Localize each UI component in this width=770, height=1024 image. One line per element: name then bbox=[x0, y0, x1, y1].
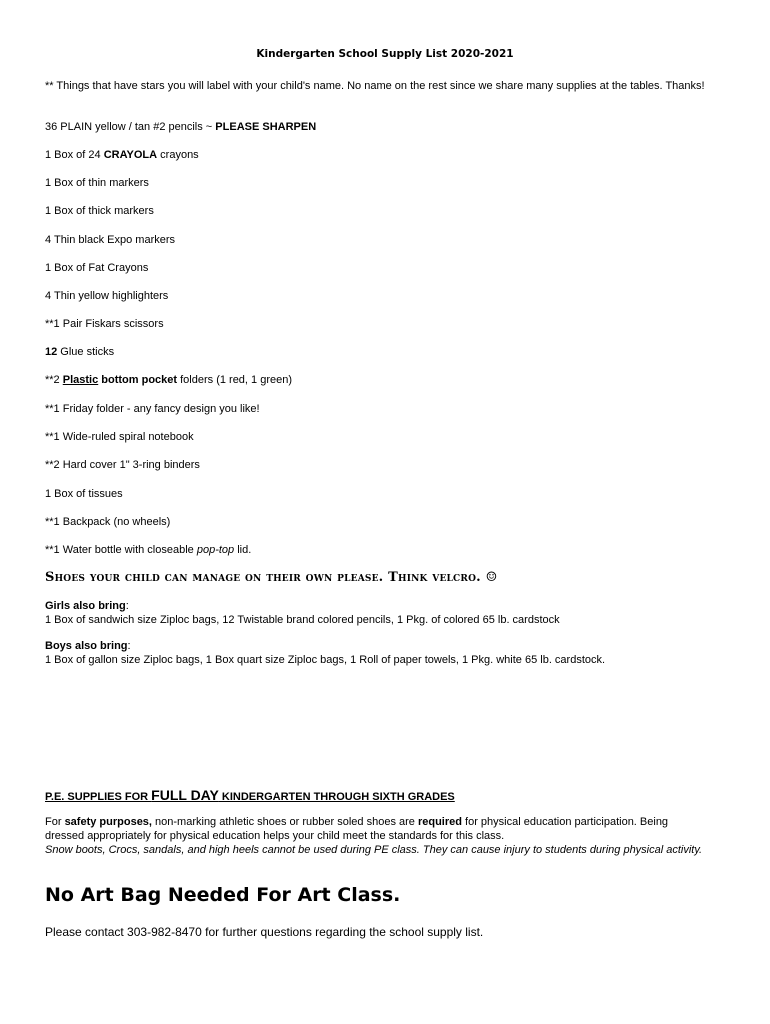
boys-label: Boys also bring bbox=[45, 640, 128, 652]
item-notebook: **1 Wide-ruled spiral notebook bbox=[45, 431, 194, 443]
pe-p1-e: for physical education participation. Being dressed appropriately for physical education helps your child meet the standards for this class. bbox=[45, 816, 669, 842]
boys-supplies: 1 Box of gallon size Ziploc bags, 1 Box quart size Ziploc bags, 1 Roll of paper towels, 1 Pkg. white 65 lb. cardstock. bbox=[45, 654, 606, 666]
item-binders: **2 Hard cover 1" 3-ring binders bbox=[45, 459, 200, 471]
art-heading: No Art Bag Needed For Art Class. bbox=[45, 884, 401, 906]
item-folders-text: folders (1 red, 1 green) bbox=[177, 374, 293, 386]
item-pencils-emphasis: PLEASE SHARPEN bbox=[215, 121, 317, 133]
girls-label: Girls also bring bbox=[45, 600, 126, 612]
item-crayola-text: 1 Box of 24 bbox=[45, 149, 104, 161]
boys-colon: : bbox=[127, 640, 131, 652]
document-title: Kindergarten School Supply List 2020-2021 bbox=[256, 48, 514, 60]
item-expo-markers: 4 Thin black Expo markers bbox=[45, 234, 176, 246]
pe-warning-text: Snow boots, Crocs, sandals, and high heels cannot be used during PE class. They can cause injury to students during physical activity. bbox=[45, 844, 703, 856]
girls-supplies: 1 Box of sandwich size Ziploc bags, 12 Twistable brand colored pencils, 1 Pkg. of colored 65 lb. cardstock bbox=[45, 614, 560, 626]
intro-note: ** Things that have stars you will label with your child's name. No name on the rest since we share many supplies at the tables. Thanks! bbox=[45, 80, 705, 92]
shoes-note: Shoes your child can manage on their own please. Think velcro. ☺ bbox=[45, 570, 498, 585]
item-thick-markers: 1 Box of thick markers bbox=[45, 205, 154, 217]
item-pencils bbox=[45, 120, 316, 134]
item-glue-sticks bbox=[45, 345, 114, 359]
item-water-text: **1 Water bottle with closeable bbox=[45, 544, 197, 556]
item-tissues: 1 Box of tissues bbox=[45, 488, 123, 500]
item-pencils-text: 36 PLAIN yellow / tan #2 pencils ~ bbox=[45, 121, 216, 133]
item-glue-text: Glue sticks bbox=[57, 346, 115, 358]
pe-heading-c: KINDERGARTEN THROUGH SIXTH GRADES bbox=[218, 791, 455, 803]
boys-label-line bbox=[45, 639, 131, 653]
pe-heading bbox=[45, 787, 455, 803]
pe-p1-a: For bbox=[45, 816, 65, 828]
pe-heading-full-day: FULL DAY bbox=[151, 787, 219, 803]
item-folders-prefix: **2 bbox=[45, 374, 63, 386]
pe-paragraph bbox=[45, 815, 705, 843]
item-water-bottle bbox=[45, 543, 251, 557]
item-scissors: **1 Pair Fiskars scissors bbox=[45, 318, 164, 330]
item-backpack: **1 Backpack (no wheels) bbox=[45, 516, 171, 528]
item-fat-crayons: 1 Box of Fat Crayons bbox=[45, 262, 149, 274]
item-thin-markers: 1 Box of thin markers bbox=[45, 177, 149, 189]
item-water-suffix: lid. bbox=[234, 544, 252, 556]
item-friday-folder: **1 Friday folder - any fancy design you like! bbox=[45, 403, 260, 415]
pe-heading-a: P.E. SUPPLIES FOR bbox=[45, 791, 152, 803]
girls-colon: : bbox=[125, 600, 129, 612]
item-crayola bbox=[45, 148, 199, 162]
item-crayola-brand: CRAYOLA bbox=[103, 149, 158, 161]
item-folders bbox=[45, 373, 292, 387]
item-highlighters: 4 Thin yellow highlighters bbox=[45, 290, 169, 302]
contact-line: Please contact 303-982-8470 for further questions regarding the school supply list. bbox=[45, 925, 484, 939]
pe-p1-c: non-marking athletic shoes or rubber soled shoes are bbox=[151, 816, 418, 828]
pe-warning bbox=[45, 843, 702, 857]
pe-p1-safety: safety purposes, bbox=[64, 816, 152, 828]
item-folders-plastic: Plastic bbox=[62, 374, 99, 386]
item-folders-bottom-pocket: bottom pocket bbox=[98, 374, 178, 386]
girls-label-line bbox=[45, 599, 129, 613]
item-crayola-suffix: crayons bbox=[157, 149, 199, 161]
pe-p1-required: required bbox=[417, 816, 462, 828]
item-glue-count: 12 bbox=[45, 346, 58, 358]
item-water-poptop: pop-top bbox=[196, 544, 235, 556]
